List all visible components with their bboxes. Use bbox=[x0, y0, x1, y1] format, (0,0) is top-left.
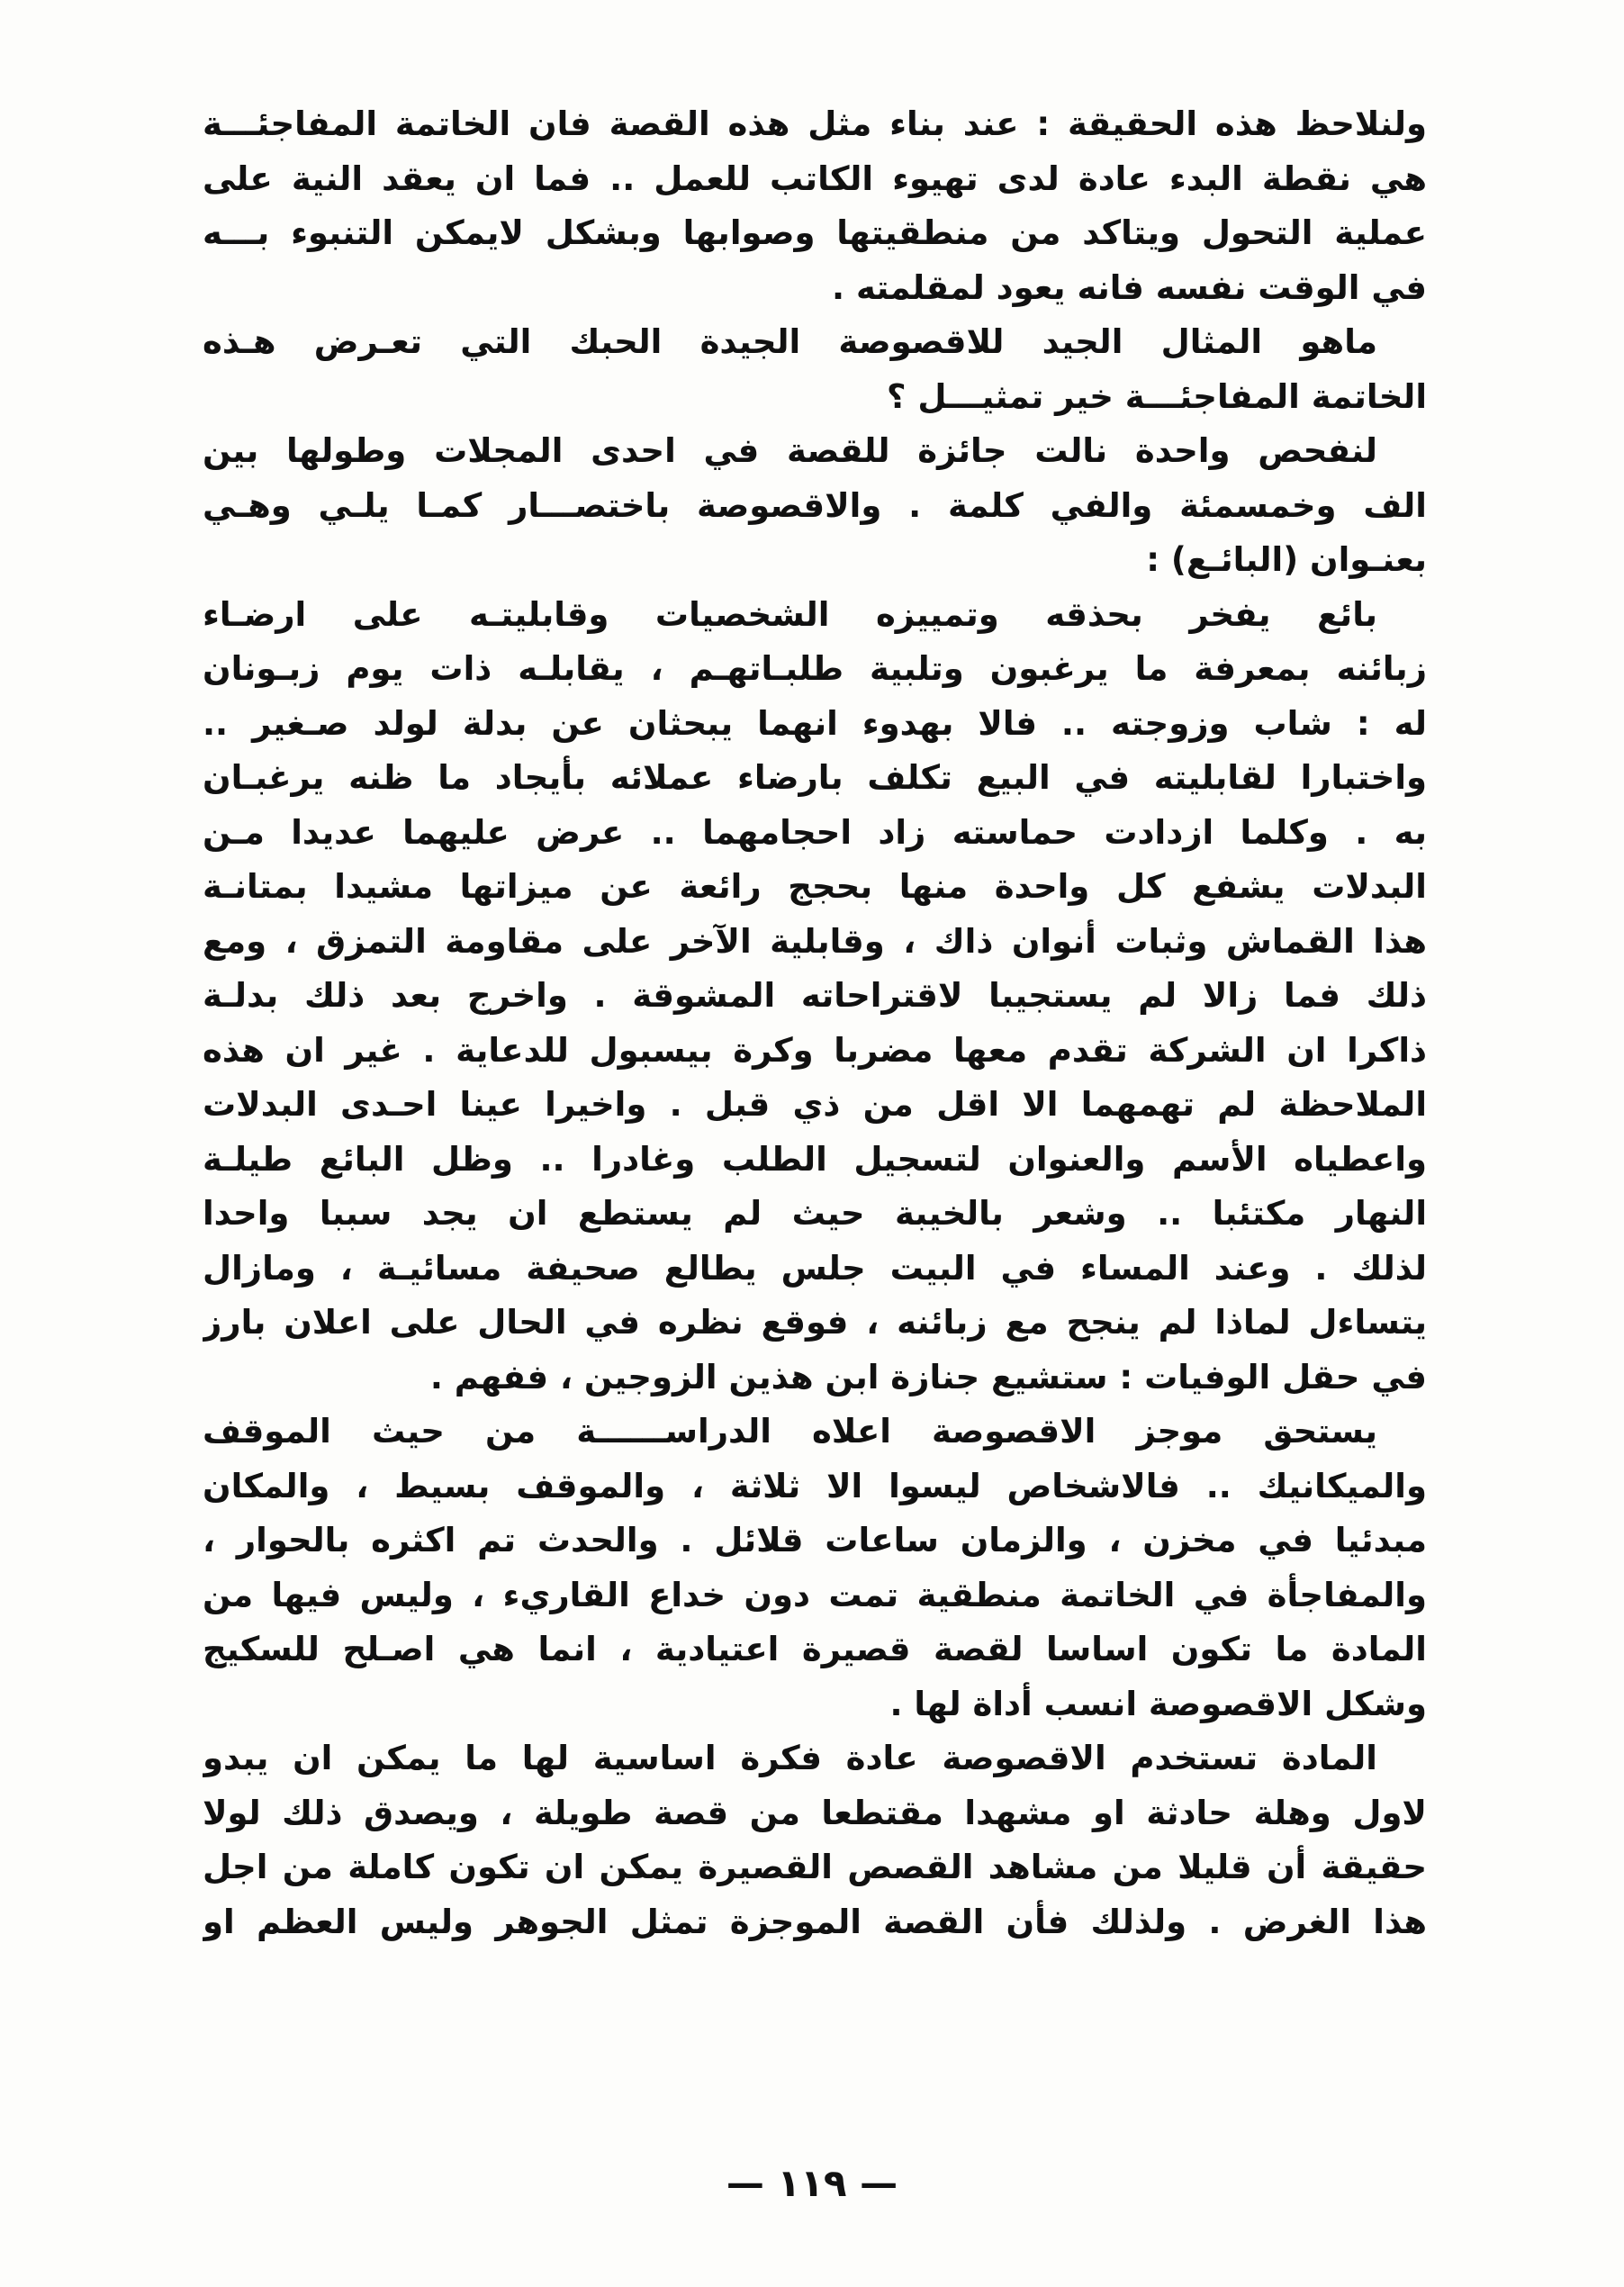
body-text bbox=[203, 97, 1427, 1949]
text-line: يستحق موجز الاقصوصة اعلاه الدراســــــة من حيث الموقف bbox=[203, 1412, 1377, 1451]
text-line: البدلات يشفع كل واحدة منها بحجج رائعة عن ميزاتها مشيدا بمتانـة bbox=[203, 867, 1427, 906]
text-line: لذلك . وعند المساء في البيت جلس يطالع صحيفة مسائيـة ، ومازال bbox=[203, 1248, 1427, 1288]
text-line: الملاحظة لم تهمهما الا اقل من ذي قبل . واخيرا عينا احـدى البدلات bbox=[203, 1085, 1427, 1124]
text-line: ولنلاحظ هذه الحقيقة : عند بناء مثل هذه القصة فان الخاتمة المفاجئـــة bbox=[203, 104, 1427, 143]
text-line: النهار مكتئبا .. وشعر بالخيبة حيث لم يستطع ان يجد سببا واحدا bbox=[203, 1194, 1427, 1233]
text-line: ذلك فما زالا لم يستجيبا لاقتراحاته المشوقة . واخرج بعد ذلك بدلـة bbox=[203, 976, 1427, 1015]
text-line: حقيقة أن قليلا من مشاهد القصص القصيرة يمكن ان تكون كاملة من اجل bbox=[203, 1848, 1427, 1886]
text-line: واختبارا لقابليته في البيع تكلف بارضاء عملائه بأيجاد ما ظنه يرغبـان bbox=[203, 758, 1427, 797]
text-line: الف وخمسمئة والفي كلمة . والاقصوصة باختصـــار كمـا يلـي وهـي bbox=[203, 485, 1427, 525]
text-line: هذا القماش وثبات أنوان ذاك ، وقابلية الآخر على مقاومة التمزق ، ومع bbox=[203, 921, 1427, 961]
text-line: المادة تستخدم الاقصوصة عادة فكرة اساسية لها ما يمكن ان يبدو bbox=[203, 1739, 1377, 1777]
paragraph-1 bbox=[203, 97, 1427, 315]
text-line: له : شاب وزوجته .. فالا بهدوء انهما يبحثان عن بدلة لولد صـغير .. bbox=[203, 703, 1427, 743]
page-number: — ١١٩ — bbox=[726, 2161, 898, 2205]
text-line: هذا الغرض . ولذلك فأن القصة الموجزة تمثل الجوهر وليس العظم او bbox=[203, 1902, 1427, 1941]
paragraph-3 bbox=[203, 424, 1427, 588]
text-line: لنفحص واحدة نالت جائزة للقصة في احدى المجلات وطولها بين bbox=[203, 431, 1377, 470]
text-line: لاول وهلة حادثة او مشهدا مقتطعا من قصة طويلة ، ويصدق ذلك لولا bbox=[203, 1793, 1427, 1832]
text-line: وشكل الاقصوصة انسب أداة لها . bbox=[889, 1684, 1427, 1723]
text-line: المادة ما تكون اساسا لقصة قصيرة اعتيادية ، انما هي اصـلح للسكيج bbox=[203, 1630, 1427, 1668]
text-line: الخاتمة المفاجئـــة خير تمثيـــل ؟ bbox=[887, 376, 1427, 416]
text-line: بعنـوان (البائـع) : bbox=[1146, 540, 1427, 579]
text-line: في حقل الوفيات : ستشيع جنازة ابن هذين الزوجين ، ففهم . bbox=[429, 1357, 1427, 1397]
paragraph-5 bbox=[203, 1405, 1427, 1731]
text-line: ماهو المثال الجيد للاقصوصة الجيدة الحبك التي تعـرض هـذه bbox=[203, 322, 1377, 361]
text-line: به . وكلما ازدادت حماسته زاد احجامهما .. عرض عليهما عديدا مـن bbox=[203, 812, 1427, 852]
text-line: مبدئيا في مخزن ، والزمان ساعات قلائل . والحدث تم اكثره بالحوار ، bbox=[203, 1521, 1427, 1559]
text-line: واعطياه الأسم والعنوان لتسجيل الطلب وغادرا .. وظل البائع طيلـة bbox=[203, 1139, 1427, 1179]
text-line: في الوقت نفسه فانه يعود لمقلمته . bbox=[832, 267, 1427, 307]
text-line: والمفاجأة في الخاتمة منطقية تمت دون خداع القاريء ، وليس فيها من bbox=[203, 1575, 1427, 1614]
text-line: زبائنه بمعرفة ما يرغبون وتلبية طلبـاتهـم ، يقابلـه ذات يوم زبـونان bbox=[203, 649, 1427, 688]
paragraph-6 bbox=[203, 1731, 1427, 1949]
paragraph-4 bbox=[203, 588, 1427, 1406]
text-line: ذاكرا ان الشركة تقدم معها مضربا وكرة بيسبول للدعاية . غير ان هذه bbox=[203, 1030, 1427, 1070]
text-line: بائع يفخر بحذقه وتمييزه الشخصيات وقابليتـه على ارضـاء bbox=[203, 594, 1377, 634]
text-line: يتساءل لماذا لم ينجح مع زبائنه ، فوقع نظره في الحال على اعلان بارز bbox=[203, 1303, 1427, 1342]
text-line: هي نقطة البدء عادة لدى تهيوء الكاتب للعمل .. فما ان يعقد النية على bbox=[203, 158, 1427, 198]
text-line: والميكانيك .. فالاشخاص ليسوا الا ثلاثة ، والموقف بسيط ، والمكان bbox=[203, 1466, 1427, 1505]
text-line: عملية التحول ويتاكد من منطقيتها وصوابها وبشكل لايمكن التنبوء بـــه bbox=[203, 213, 1427, 252]
paragraph-2 bbox=[203, 315, 1427, 424]
